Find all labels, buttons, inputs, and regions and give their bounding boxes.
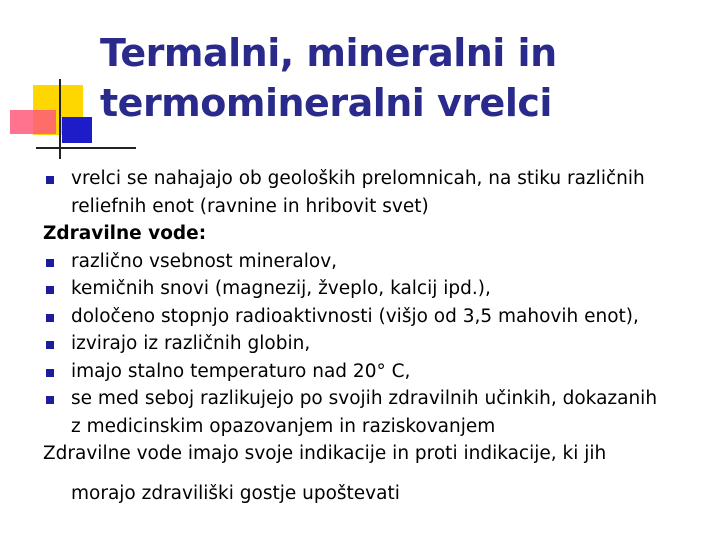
- list-item: [43, 358, 703, 386]
- square-bullet-icon: [46, 176, 54, 184]
- title-line-1: Termalni, mineralni in: [100, 31, 557, 75]
- list-item-text: kemičnih snovi (magnezij, žveplo, kalcij ipd.),: [71, 278, 491, 299]
- section-heading: Zdravilne vode:: [43, 223, 207, 244]
- deco-red-square: [10, 110, 56, 134]
- list-item-text: različno vsebnost mineralov,: [71, 250, 338, 272]
- list-item-text: izvirajo iz različnih globin,: [71, 333, 311, 354]
- deco-horizontal-line: [36, 147, 136, 149]
- list-item-continuation: z medicinskim opazovanjem in raziskovanjem: [71, 415, 496, 437]
- square-bullet-icon: [46, 259, 54, 267]
- closing-text-line-2: morajo zdraviliški gostje upoštevati: [71, 482, 400, 504]
- intro-text-line-2: reliefnih enot (ravnine in hribovit svet): [71, 195, 429, 217]
- list-item: [43, 248, 703, 276]
- list-item-text: se med seboj razlikujejo po svojih zdravilnih učinkih, dokazanih: [71, 388, 658, 409]
- deco-blue-square: [62, 117, 92, 143]
- list-item-text: določeno stopnjo radioaktivnosti (višjo od 3,5 mahovih enot),: [71, 305, 639, 327]
- square-bullet-icon: [46, 341, 54, 349]
- closing-text-line-1: Zdravilne vode imajo svoje indikacije in proti indikacije, ki jih: [43, 443, 607, 464]
- title-line-2: termomineralni vrelci: [100, 81, 552, 125]
- intro-text-line-1: vrelci se nahajajo ob geoloških prelomnicah, na stiku različnih: [71, 168, 645, 189]
- intro-bullet-item: [43, 165, 703, 193]
- slide-body: [43, 165, 703, 507]
- list-item: [43, 385, 703, 413]
- square-bullet-icon: [46, 286, 54, 294]
- list-item: [43, 303, 703, 331]
- slide-title: [100, 28, 700, 128]
- list-item: [43, 275, 703, 303]
- square-bullet-icon: [46, 396, 54, 404]
- list-item: [43, 330, 703, 358]
- square-bullet-icon: [46, 314, 54, 322]
- list-item-text: imajo stalno temperaturo nad 20° C,: [71, 360, 411, 382]
- square-bullet-icon: [46, 369, 54, 377]
